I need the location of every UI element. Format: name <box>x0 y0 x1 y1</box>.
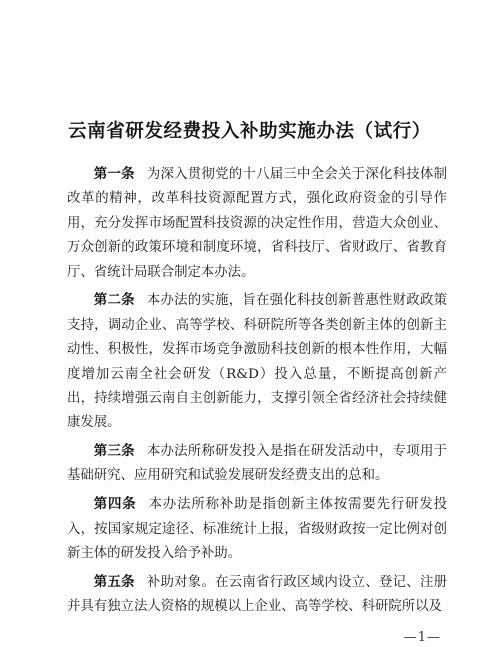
article-text: 补助对象。在云南省行政区域内设立、登记、注册并具有独立法人资格的规模以上企业、高等学校、科研院所以及 <box>67 574 448 615</box>
article-text: 为深入贯彻党的十八届三中全会关于深化科技体制改革的精神，改革科技资源配置方式，强化政府资金的引导作用，充分发挥市场配置科技资源的决定性作用，营造大众创业、万众创新的政策环境和制度环境，省科技厅、省财政厅、省教育厅、省统计局联合制定本办法。 <box>67 167 448 280</box>
article-number: 第三条 <box>93 444 135 460</box>
article-number: 第一条 <box>93 167 135 182</box>
document-title: 云南省研发经费投入补助实施办法（试行） <box>68 121 431 142</box>
article-text: 本办法所称补助是指创新主体按需要先行研发投入，按国家规定途径、标准统计上报，省级财政按一定比例对创新主体的研发投入给予补助。 <box>67 497 448 561</box>
article-5 <box>67 571 447 620</box>
article-number: 第四条 <box>93 497 137 513</box>
article-3 <box>67 440 447 489</box>
page-number: —1— <box>403 630 441 645</box>
article-1 <box>67 163 447 285</box>
article-4 <box>67 493 447 566</box>
article-number: 第五条 <box>93 574 135 590</box>
article-text: 本办法所称研发投入是指在研发活动中，专项用于基础研究、应用研究和试验发展研发经费支出的总和。 <box>67 444 448 484</box>
article-text: 本办法的实施，旨在强化科技创新普惠性财政政策支持，调动企业、高等学校、科研院所等各类创新主体的创新主动性、积极性，发挥市场竞争激励科技创新的根本性作用，大幅度增加云南全社会研发（R&D）投入总量，不断提高创新产出，持续增强云南自主创新能力，支撑引领全省经济社会持续健康发展。 <box>67 293 448 431</box>
document-body <box>67 163 447 624</box>
article-2 <box>67 289 447 435</box>
article-number: 第二条 <box>93 293 135 309</box>
